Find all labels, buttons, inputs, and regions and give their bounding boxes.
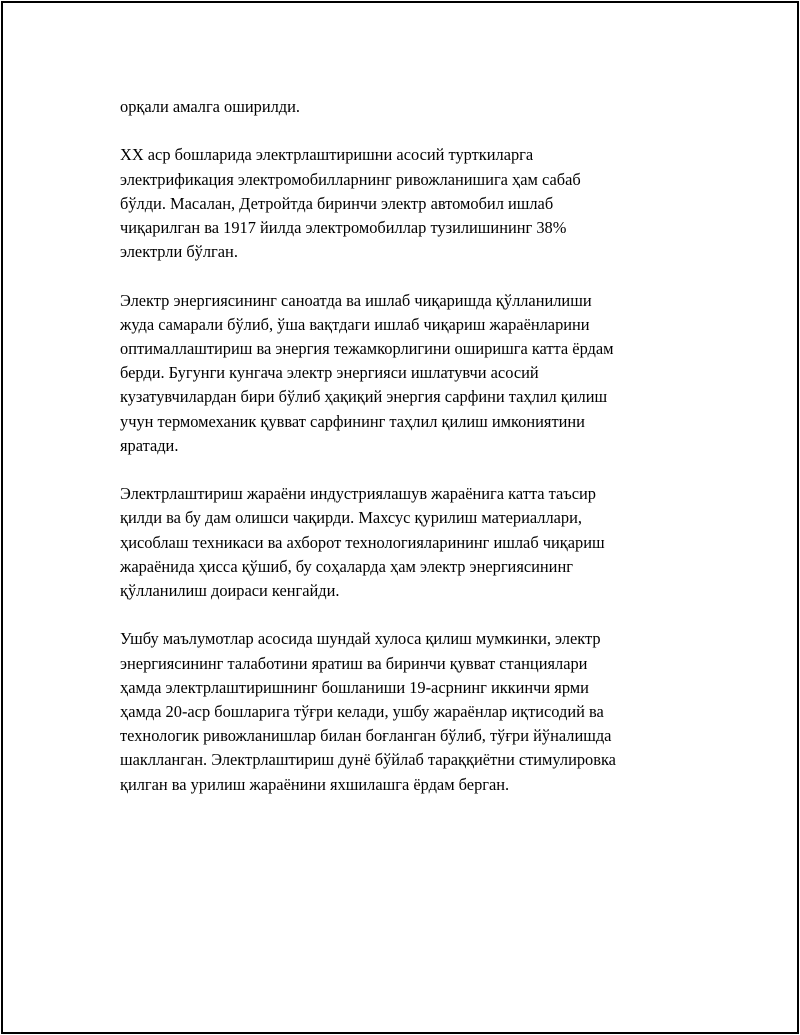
text-line: қилди ва бу дам олишси чақирди. Махсус қурилиш материаллари, [120, 508, 582, 528]
text-line: чиқарилган ва 1917 йилда электромобиллар тузилишининг 38% [120, 218, 567, 237]
text-line: ҳамда 20-аср бошларига тўғри келади, ушбу жараёнлар иқтисодий ва [120, 702, 604, 722]
text-line: Ушбу маълумотлар асосида шундай хулоса қилиш мумкинки, электр [120, 629, 601, 649]
text-line: Электрлаштириш жараёни индустриялашув жараёнига катта таъсир [120, 484, 596, 504]
text-line: яратади. [120, 435, 179, 455]
text-line: кузатувчилардан бири бўлиб ҳақиқий энергия сарфини таҳлил қилиш [120, 387, 608, 407]
text-line: Электр энергиясининг саноатда ва ишлаб чиқаришда қўлланилиши [120, 290, 592, 310]
paragraph-3 [120, 289, 690, 458]
text-line: технологик ривожланишлар билан боғланган бўлиб, тўғри йўналишда [120, 726, 612, 746]
text-line: қўлланилиш доираси кенгайди. [120, 581, 340, 601]
text-line: бўлди. Масалан, Детройтда биринчи электр автомобил ишлаб [120, 193, 554, 213]
text-line: электрификация электромобилларнинг ривожланишига ҳам сабаб [120, 169, 581, 189]
text-line: электрли бўлган. [120, 242, 238, 262]
text-line: жараёнида ҳисса қўшиб, бу соҳаларда ҳам электр энергиясининг [120, 556, 573, 576]
text-line: жуда самарали бўлиб, ўша вақтдаги ишлаб чиқариш жараёнларини [120, 314, 590, 334]
text-line: учун термомеханик қувват сарфининг таҳлил қилиш имкониятини [120, 411, 585, 431]
page-frame [1, 1, 799, 1034]
text-line: оптималлаштириш ва энергия тежамкорлигини оширишга катта ёрдам [120, 339, 614, 358]
text-line: шаклланган. Электрлаштириш дунё бўйлаб тараққиётни стимулировка [120, 750, 616, 770]
paragraph-1 [120, 95, 690, 119]
text-line: энергиясининг талаботини яратиш ва биринчи қувват станциялари [120, 653, 588, 673]
paragraph-4 [120, 482, 690, 603]
text-line: орқали амалга оширилди. [120, 97, 300, 116]
text-line: ҳисоблаш техникаси ва ахборот технологияларининг ишлаб чиқариш [120, 532, 605, 552]
text-line: берди. Бугунги кунгача электр энергияси ишлатувчи асосий [120, 363, 539, 383]
text-line: ҳамда электрлаштиришнинг бошланиши 19-асрнинг иккинчи ярми [120, 677, 589, 697]
paragraph-5 [120, 627, 690, 796]
document-body [120, 95, 690, 821]
paragraph-2 [120, 143, 690, 264]
text-line: XX аср бошларида электрлаштиришни асосий турткиларга [120, 145, 534, 165]
text-line: қилган ва урилиш жараёнини яхшилашга ёрдам берган. [120, 774, 510, 794]
